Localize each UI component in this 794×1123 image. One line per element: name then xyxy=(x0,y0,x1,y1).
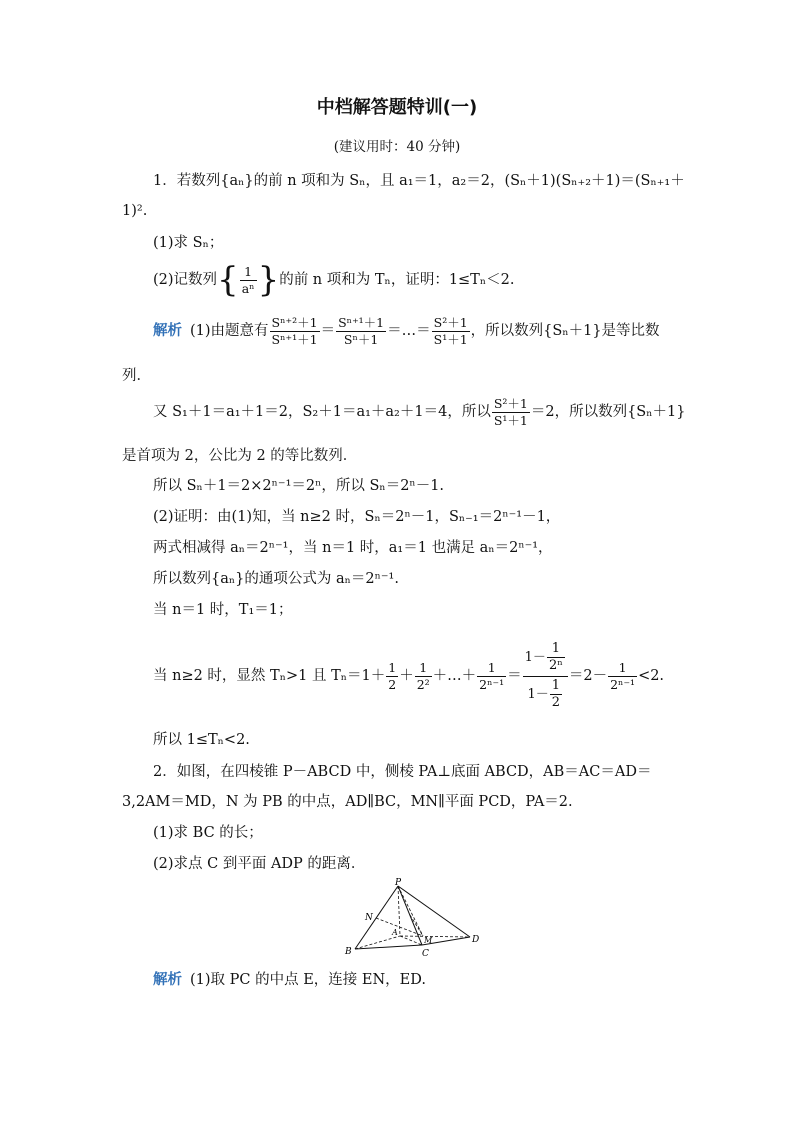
frac-denominator: 2ⁿ⁻¹ xyxy=(610,676,636,692)
page-subtitle: (建议用时：40 分钟) xyxy=(333,139,461,155)
q1-statement-line2: 1)². xyxy=(122,203,148,219)
frac-numerator: 1 xyxy=(477,660,506,677)
left-brace: { xyxy=(217,260,239,300)
frac-denominator: 2ⁿ xyxy=(548,657,563,673)
sol1-frac2 xyxy=(336,315,386,348)
frac-denominator: 2 xyxy=(551,694,561,710)
label-B: B xyxy=(345,947,352,957)
q2-statement-line2: 3,2AM＝MD，N 为 PB 的中点，AD∥BC，MN∥平面 PCD，PA＝2. xyxy=(122,794,573,810)
sol1-frac4 xyxy=(492,396,530,429)
q2-part2: (2)求点 C 到平面 ADP 的距离． xyxy=(153,856,366,872)
solution-label: 解析 xyxy=(153,323,182,339)
sol1-frac-g4 xyxy=(608,660,637,693)
frac-denominator: 2ⁿ⁻¹ xyxy=(479,676,505,692)
q1-part1: (1)求 Sₙ； xyxy=(153,235,224,251)
big-num-prefix: 1－ xyxy=(524,649,546,665)
frac-numerator: 1 xyxy=(240,264,257,281)
segment-PM xyxy=(398,886,423,936)
sol1-line11: 所以 1≤Tₙ<2. xyxy=(153,732,250,748)
sol1-l10-post: <2. xyxy=(638,668,665,684)
q1-part2-post: 的前 n 项和为 Tₙ，证明：1≤Tₙ＜2. xyxy=(279,272,515,288)
sol1-frac1 xyxy=(270,315,320,348)
label-M: M xyxy=(424,936,433,945)
edge-AD xyxy=(400,936,470,937)
q1-part2 xyxy=(153,262,514,298)
sol1-line8: 所以数列{aₙ}的通项公式为 aₙ＝2ⁿ⁻¹. xyxy=(153,571,399,587)
pyramid-figure xyxy=(340,878,490,963)
label-C: C xyxy=(422,949,429,959)
sol1-frac3 xyxy=(432,315,470,348)
sol1-line5: 所以 Sₙ＋1＝2×2ⁿ⁻¹＝2ⁿ，所以 Sₙ＝2ⁿ－1. xyxy=(153,478,445,494)
sol1-frac-g2 xyxy=(415,660,432,693)
q1-statement-line1: 1．若数列{aₙ}的前 n 项和为 Sₙ，且 a₁＝1，a₂＝2，(Sₙ＋1)(Sₙ₊₂＋1)＝(Sₙ₊₁＋ xyxy=(153,173,685,189)
frac-numerator: S²＋1 xyxy=(433,314,468,330)
sol1-l3-pre: 又 S₁＋1＝a₁＋1＝2，S₂＋1＝a₁＋a₂＋1＝4，所以 xyxy=(153,404,491,420)
frac-numerator: 1 xyxy=(388,659,397,675)
frac-numerator: S²＋1 xyxy=(493,395,528,411)
q2-statement-line1: 2．如图，在四棱锥 P－ABCD 中，侧棱 PA⊥底面 ABCD，AB＝AC＝AD＝ xyxy=(153,764,652,780)
edge-PA xyxy=(398,886,400,936)
sol1-l10-pre: 当 n≥2 时，显然 Tₙ>1 且 Tₙ＝1＋ xyxy=(153,668,386,684)
sol1-line9: 当 n＝1 时，T₁＝1； xyxy=(153,602,293,618)
right-brace: } xyxy=(257,260,280,300)
frac-denominator: Sⁿ＋1 xyxy=(343,331,379,347)
frac-denominator: S¹＋1 xyxy=(433,331,468,347)
sol1-line1 xyxy=(153,312,660,350)
frac-numerator: 1 xyxy=(551,677,561,693)
sol1-dots: ＋…＋ xyxy=(432,668,477,684)
frac-numerator: 1 xyxy=(547,641,565,658)
q1-part2-pre: (2)记数列 xyxy=(153,272,218,288)
sol1-frac-g3 xyxy=(477,660,506,693)
sol1-line6: (2)证明：由(1)知，当 n≥2 时，Sₙ＝2ⁿ－1，Sₙ₋₁＝2ⁿ⁻¹－1， xyxy=(153,509,561,525)
edge-BC xyxy=(355,945,422,949)
q1-part2-fraction xyxy=(240,264,257,297)
sol1-eq3: ＝ xyxy=(507,668,522,684)
label-D: D xyxy=(472,935,480,945)
frac-denominator: 2² xyxy=(416,676,430,692)
sol1-line10 xyxy=(153,636,664,716)
segment-EM xyxy=(410,915,423,936)
sol1-l10-mid: ＝2－ xyxy=(568,668,608,684)
frac-numerator: 1 xyxy=(415,660,432,677)
label-A: A xyxy=(392,928,398,937)
sol1-line2: 列． xyxy=(122,368,151,384)
big-den-prefix: 1－ xyxy=(527,686,549,702)
plus-sign: ＋ xyxy=(399,668,414,684)
label-N: N xyxy=(365,913,373,923)
sol1-big-fraction xyxy=(523,640,568,713)
frac-denominator: Sⁿ⁺¹＋1 xyxy=(271,331,318,347)
frac-denominator: 2 xyxy=(388,676,397,692)
sol1-line7: 两式相减得 aₙ＝2ⁿ⁻¹，当 n＝1 时，a₁＝1 也满足 aₙ＝2ⁿ⁻¹， xyxy=(153,540,553,556)
sol1-l1-post: ，所以数列{Sₙ＋1}是等比数 xyxy=(470,323,660,339)
frac-numerator: 1 xyxy=(608,660,637,677)
sol1-line4: 是首项为 2，公比为 2 的等比数列． xyxy=(122,448,358,464)
inner-frac-top xyxy=(547,641,565,674)
sol1-eq1: ＝ xyxy=(320,323,336,339)
solution-label: 解析 xyxy=(153,972,182,988)
edge-PB xyxy=(355,886,398,949)
label-P: P xyxy=(395,878,402,888)
sol1-line3 xyxy=(153,393,685,431)
sol1-l3-post: ＝2，所以数列{Sₙ＋1} xyxy=(530,404,686,420)
sol2-line1 xyxy=(153,970,426,990)
sol1-frac-g1 xyxy=(386,660,398,693)
inner-frac-bottom xyxy=(550,678,562,711)
big-denominator xyxy=(523,677,568,713)
page-title: 中档解答题特训(一) xyxy=(316,97,478,118)
q2-part1: (1)求 BC 的长； xyxy=(153,825,263,841)
frac-numerator: Sⁿ⁺²＋1 xyxy=(271,314,318,330)
sol1-l1-pre: (1)由题意有 xyxy=(190,323,269,339)
frac-numerator: Sⁿ⁺¹＋1 xyxy=(338,314,385,330)
big-numerator xyxy=(523,640,568,677)
sol2-text: (1)取 PC 的中点 E，连接 EN，ED. xyxy=(190,972,426,988)
frac-denominator: S¹＋1 xyxy=(493,412,528,428)
sol1-eq2: ＝…＝ xyxy=(387,323,431,339)
frac-denominator: aⁿ xyxy=(241,280,255,296)
